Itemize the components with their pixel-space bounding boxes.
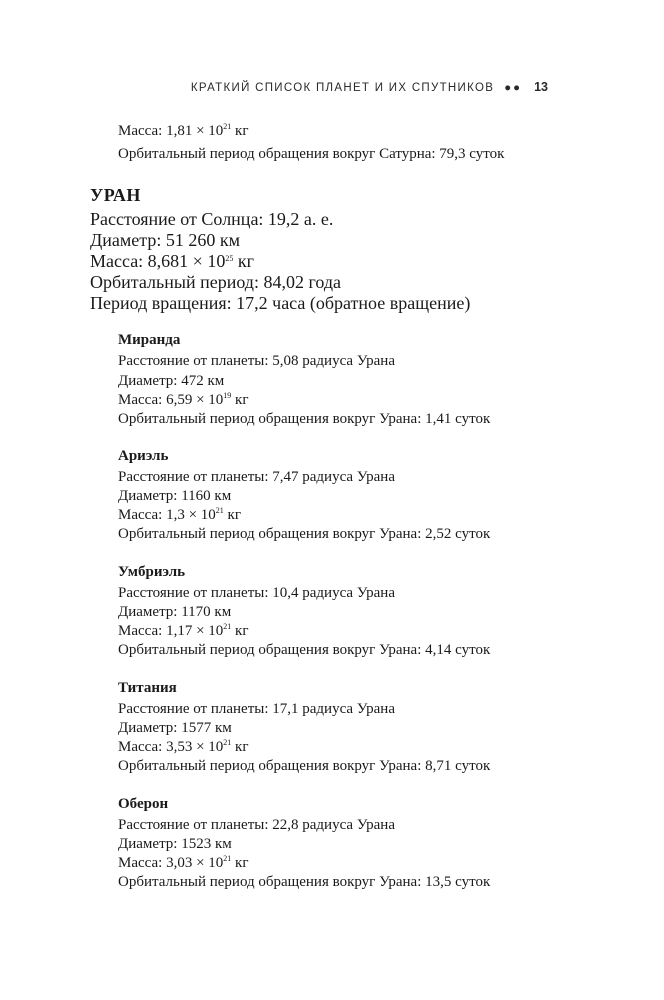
planet-mass: Масса: $8,681 \times 10^{25}$ кг bbox=[90, 251, 254, 271]
moon-period: Орбитальный период обращения вокруг Урана: 2,52 суток bbox=[118, 526, 491, 542]
moon-mass: Масса: $1,3 \times 10^{21}$ кг bbox=[118, 506, 241, 523]
running-title: КРАТКИЙ СПИСОК ПЛАНЕТ И ИХ СПУТНИКОВ bbox=[190, 82, 495, 94]
decorative-dots: ●● bbox=[504, 82, 523, 94]
moon-diameter: Диаметр: 1523 км bbox=[118, 836, 232, 852]
moon-diameter: Диаметр: 472 км bbox=[118, 373, 225, 389]
moon-name: Ариэль bbox=[118, 448, 169, 464]
moon-period: Орбитальный период обращения вокруг Урана: 13,5 суток bbox=[118, 874, 491, 890]
moon-distance: Расстояние от планеты: 7,47 радиуса Урана bbox=[118, 469, 395, 485]
moon-diameter: Диаметр: 1577 км bbox=[118, 720, 232, 736]
running-head bbox=[0, 80, 548, 94]
moon-distance: Расстояние от планеты: 5,08 радиуса Урана bbox=[118, 353, 395, 369]
moon-diameter: Диаметр: 1160 км bbox=[118, 488, 232, 504]
moon-name: Оберон bbox=[118, 796, 169, 812]
moon-mass: Масса: $3,53 \times 10^{21}$ кг bbox=[118, 738, 249, 755]
moon-mass: Масса: $3,03 \times 10^{21}$ кг bbox=[118, 854, 249, 871]
planet-orbital-period: Орбитальный период: 84,02 года bbox=[90, 272, 342, 292]
moon-distance: Расстояние от планеты: 17,1 радиуса Урана bbox=[118, 701, 395, 717]
planet-distance: Расстояние от Солнца: 19,2 а. е. bbox=[90, 209, 334, 229]
planet-diameter: Диаметр: 51 260 км bbox=[90, 230, 241, 250]
page-number: 13 bbox=[534, 80, 548, 94]
moon-period: Орбитальный период обращения вокруг Урана: 1,41 суток bbox=[118, 411, 491, 427]
moon-period: Орбитальный период обращения вокруг Урана: 4,14 суток bbox=[118, 642, 491, 658]
moon-diameter: Диаметр: 1170 км bbox=[118, 604, 232, 620]
moon-distance: Расстояние от планеты: 10,4 радиуса Урана bbox=[118, 585, 395, 601]
moon-period: Орбитальный период обращения вокруг Урана: 8,71 суток bbox=[118, 758, 491, 774]
planet-heading: УРАН bbox=[90, 185, 141, 205]
moon-name: Титания bbox=[118, 680, 177, 696]
moon-mass: Масса: $1,17 \times 10^{21}$ кг bbox=[118, 622, 249, 639]
moon-name: Умбриэль bbox=[118, 564, 186, 580]
prev-moon-period: Орбитальный период обращения вокруг Сатурна: 79,3 суток bbox=[118, 146, 505, 162]
planet-rotation: Период вращения: 17,2 часа (обратное вращение) bbox=[90, 293, 471, 313]
moon-name: Миранда bbox=[118, 332, 181, 348]
prev-moon-mass: Масса: $1,81 \times 10^{21}$ кг bbox=[118, 122, 249, 139]
moon-distance: Расстояние от планеты: 22,8 радиуса Урана bbox=[118, 817, 395, 833]
moon-mass: Масса: $6,59 \times 10^{19}$ кг bbox=[118, 391, 249, 408]
